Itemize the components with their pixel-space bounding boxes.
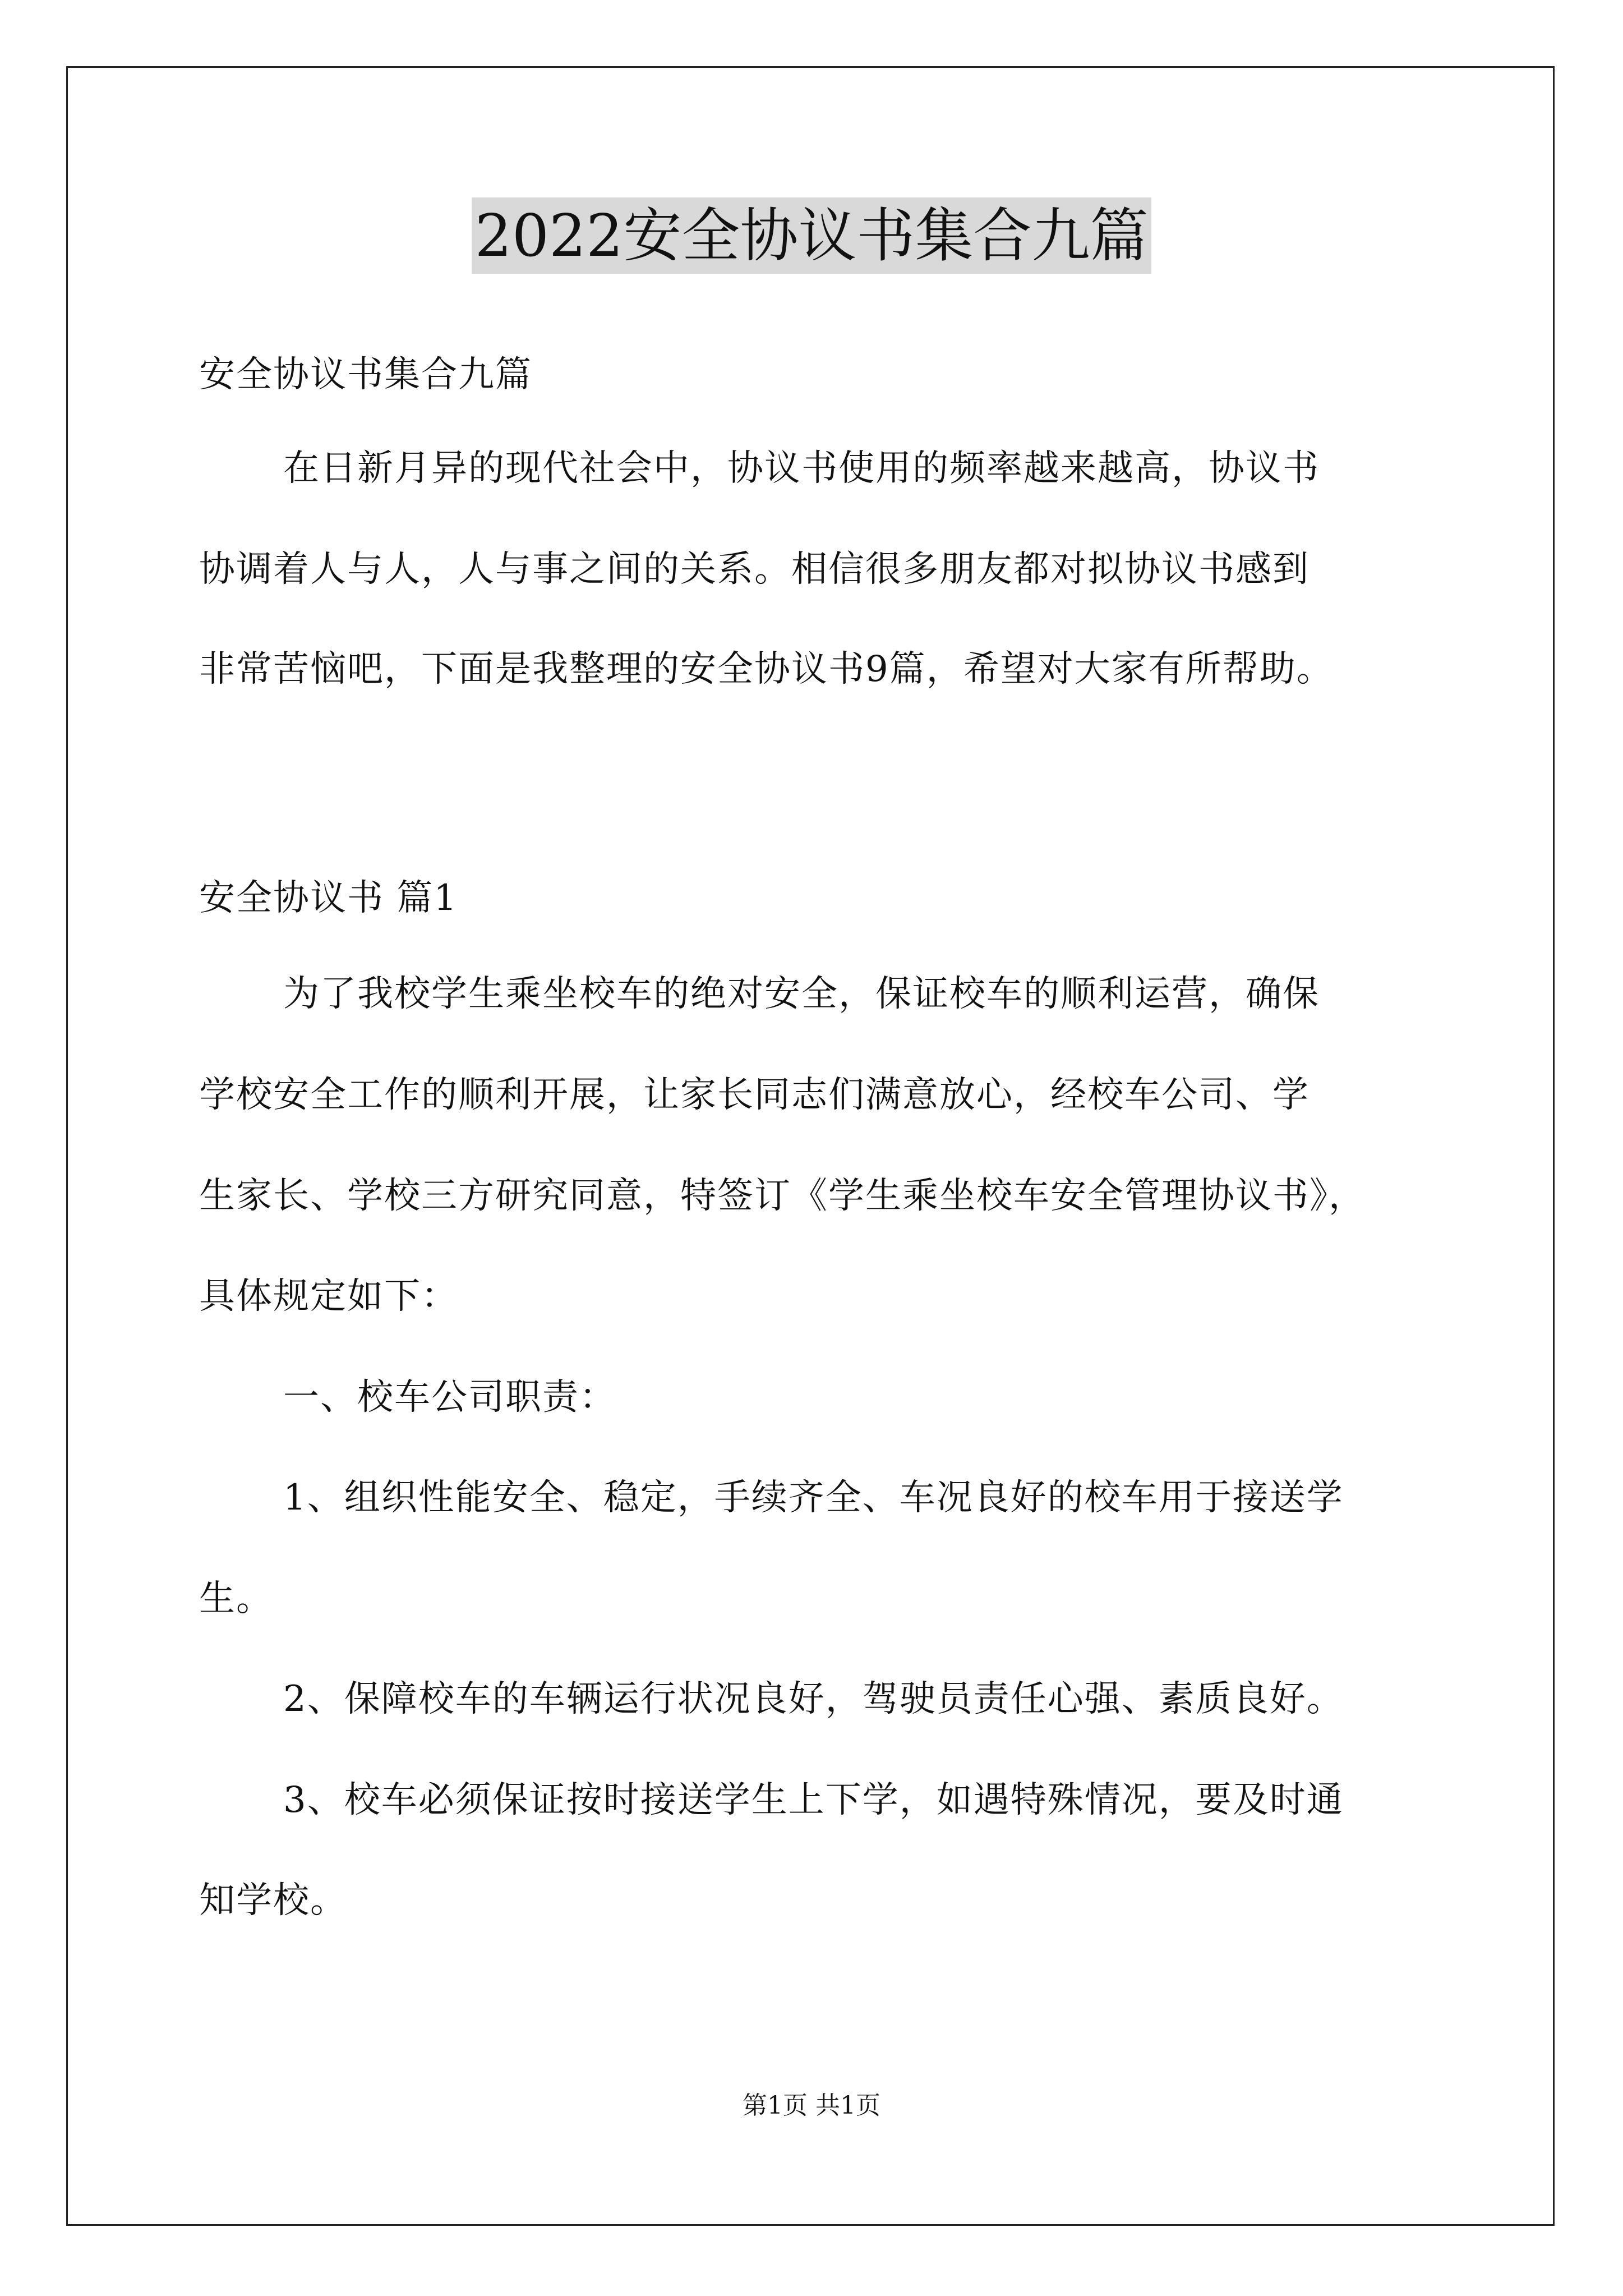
section-heading: 安全协议书 篇1 — [199, 877, 458, 919]
list-item-line: 1、组织性能安全、稳定，手续齐全、车况良好的校车用于接送学 — [283, 1477, 1344, 1519]
list-item-line: 知学校。 — [199, 1880, 347, 1921]
intro-line: 协调着人与人，人与事之间的关系。相信很多朋友都对拟协议书感到 — [199, 549, 1310, 590]
subheading: 一、校车公司职责： — [283, 1377, 616, 1418]
section-paragraph-line: 学校安全工作的顺利开展，让家长同志们满意放心，经校车公司、学 — [199, 1074, 1310, 1116]
document-subtitle: 安全协议书集合九篇 — [199, 354, 532, 395]
section-paragraph-line: 为了我校学生乘坐校车的绝对安全，保证校车的顺利运营，确保 — [283, 973, 1320, 1015]
list-item-line: 2、保障校车的车辆运行状况良好，驾驶员责任心强、素质良好。 — [283, 1678, 1344, 1720]
intro-line: 非常苦恼吧，下面是我整理的安全协议书9篇，希望对大家有所帮助。 — [199, 648, 1334, 690]
intro-line: 在日新月异的现代社会中，协议书使用的频率越来越高，协议书 — [283, 448, 1320, 489]
document-title: 2022安全协议书集合九篇 — [472, 197, 1152, 274]
title-container — [0, 197, 1623, 274]
section-paragraph-line: 生家长、学校三方研究同意，特签订《学生乘坐校车安全管理协议书》， — [199, 1175, 1366, 1217]
page-footer: 第1页 共1页 — [743, 2091, 880, 2120]
section-paragraph-line: 具体规定如下： — [199, 1276, 458, 1317]
list-item-line: 生。 — [199, 1578, 273, 1619]
list-item-line: 3、校车必须保证按时接送学生上下学，如遇特殊情况，要及时通 — [283, 1779, 1344, 1821]
